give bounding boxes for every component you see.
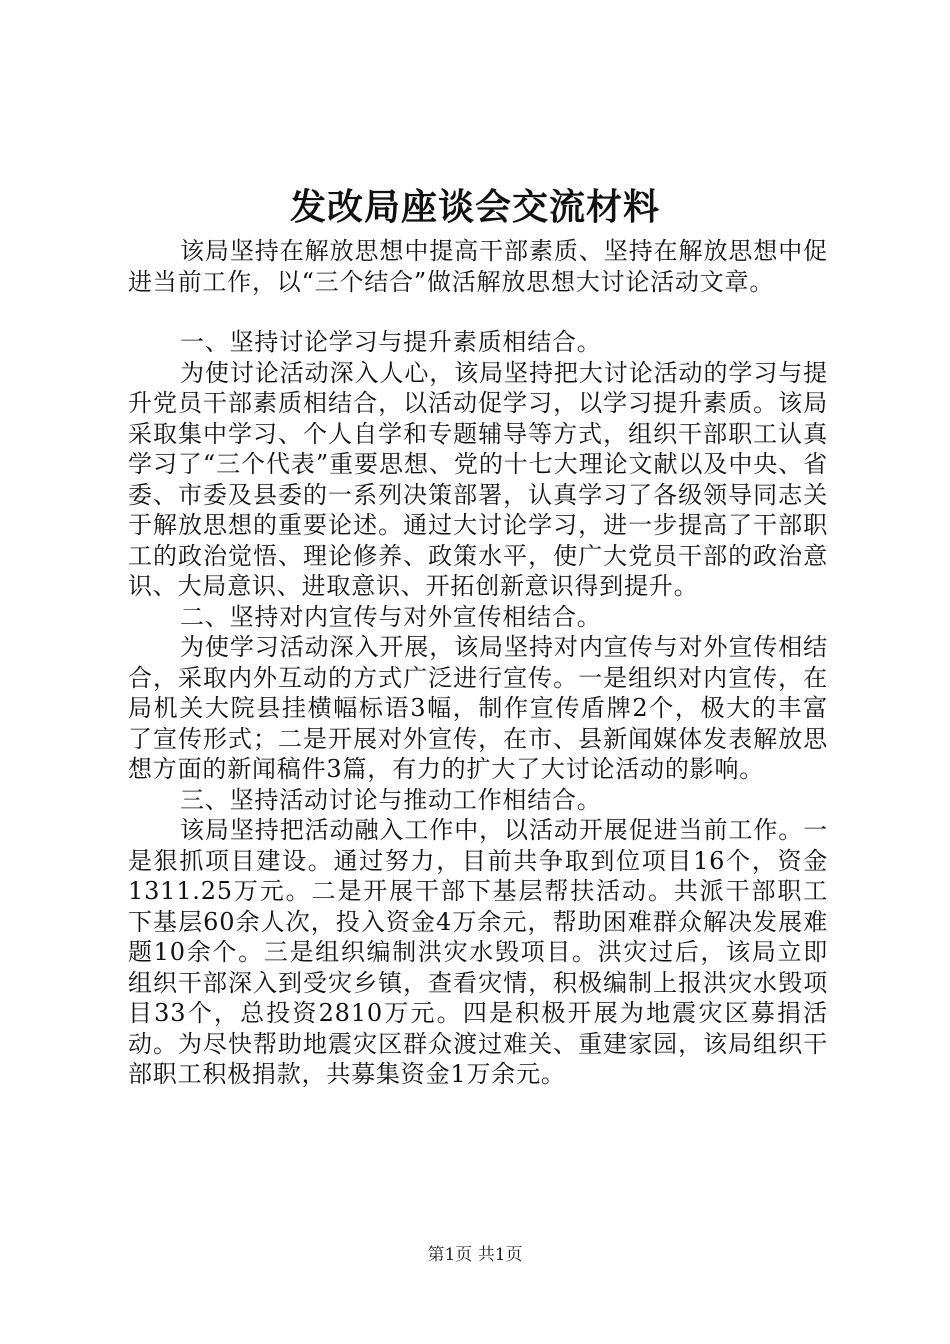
page-number-footer: 第1页 共1页: [427, 1245, 523, 1265]
document-body: [128, 236, 828, 1090]
section-heading-3: 三、坚持活动讨论与推动工作相结合。: [180, 785, 602, 814]
section-paragraph-2: 为使学习活动深入开展，该局坚持对内宣传与对外宣传相结合，采取内外互动的方式广泛进行宣传。一是组织对内宣传，在局机关大院县挂横幅标语3幅，制作宣传盾牌2个，极大的丰富了宣传形式；二是开展对外宣传，在市、县新闻媒体发表解放思想方面的新闻稿件3篇，有力的扩大了大讨论活动的影响。: [128, 633, 828, 783]
section-heading-2: 二、坚持对内宣传与对外宣传相结合。: [180, 602, 602, 631]
intro-paragraph: 该局坚持在解放思想中提高干部素质、坚持在解放思想中促进当前工作，以“三个结合”做活解放思想大讨论活动文章。: [128, 237, 828, 296]
section-paragraph-3: 该局坚持把活动融入工作中，以活动开展促进当前工作。一是狠抓项目建设。通过努力，目前共争取到位项目16个，资金1311.25万元。二是开展干部下基层帮扶活动。共派干部职工下基层60余人次，投入资金4万余元，帮助困难群众解决发展难题10余个。三是组织编制洪灾水毁项目。洪灾过后，该局立即组织干部深入到受灾乡镇，查看灾情，积极编制上报洪灾水毁项目33个，总投资2810万元。四是积极开展为地震灾区募捐活动。为尽快帮助地震灾区群众渡过难关、重建家园，该局组织干部职工积极捐款，共募集资金1万余元。: [128, 816, 828, 1088]
document-title: 发改局座谈会交流材料: [289, 187, 660, 228]
section-heading-1: 一、坚持讨论学习与提升素质相结合。: [180, 328, 602, 356]
section-paragraph-1: 为使讨论活动深入人心，该局坚持把大讨论活动的学习与提升党员干部素质相结合，以活动促学习，以学习提升素质。该局采取集中学习、个人自学和专题辅导等方式，组织干部职工认真学习了“三个代表”重要思想、党的十七大理论文献以及中央、省委、市委及县委的一系列决策部署，认真学习了各级领导同志关于解放思想的重要论述。通过大讨论学习，进一步提高了干部职工的政治觉悟、理论修养、政策水平，使广大党员干部的政治意识、大局意识、进取意识、开拓创新意识得到提升。: [128, 358, 828, 600]
